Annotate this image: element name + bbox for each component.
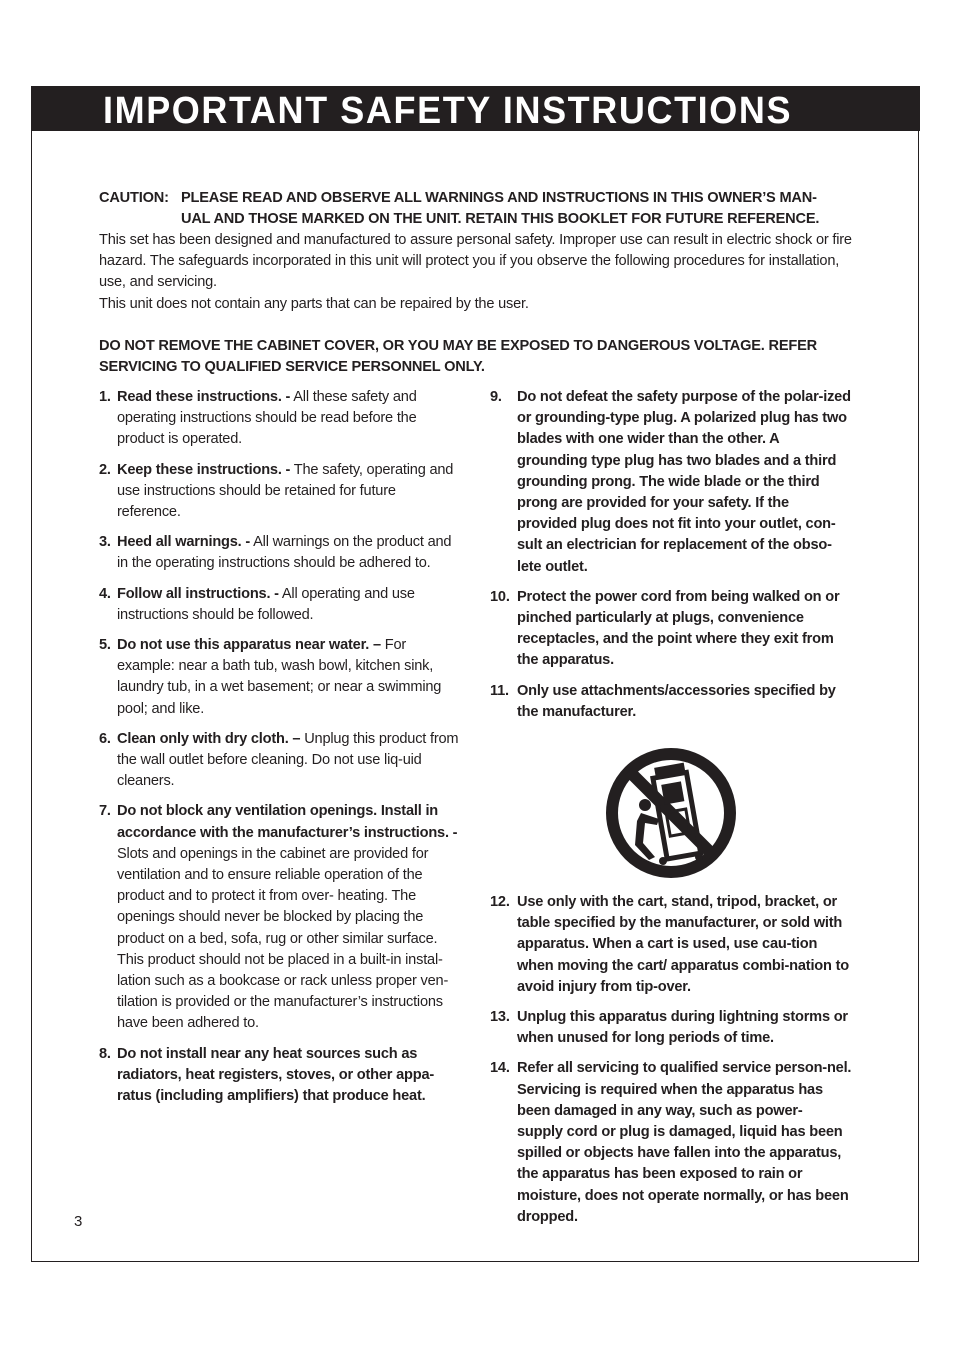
instruction-item: 9. Do not defeat the safety purpose of the polar-ized or grounding-type plug. A polarized plug has two blades with one wider than the other. A grounding type plug has two blades and a third grounding prong. The wide blade or the third prong are provided for your safety. If the provided plug does not fit into your outlet, con-sult an electrician for replacement of the obso-lete outlet. (490, 389, 851, 575)
instruction-item: 7. Do not block any ventilation openings. Install in accordance with the manufacturer’s instructions. - Slots and openings in the cabinet are provided for ventilation and to ensure reliable operation of the product and to protect it from over- heating. The openings should never be blocked by placing the product on a bed, sofa, rug or other similar surface. This product should not be placed in a built-in instal-lation such as a bookcase or rack unless proper ven-tilation is provided or the manufacturer’s instructions have been adhered to. (99, 803, 458, 1032)
cart-tip-over-warning-icon (605, 747, 737, 879)
instruction-item: 1. Read these instructions. - All these safety and operating instructions should be read before the product is operated. (99, 389, 417, 448)
caution-text-line2: UAL AND THOSE MARKED ON THE UNIT. RETAIN THIS BOOKLET FOR FUTURE REFERENCE. (181, 211, 820, 228)
instruction-item: 2. Keep these instructions. - The safety, operating and use instructions should be retained for future reference. (99, 461, 454, 521)
intro-paragraph (99, 230, 859, 315)
caution-label: CAUTION: (99, 190, 169, 206)
instruction-item: 13. Unplug this apparatus during lightning storms or when unused for long periods of time. (490, 1009, 848, 1047)
intro-text: This set has been designed and manufactured to assure personal safety. Improper use can result in electric shock or fire hazard. The safeguards incorporated in this unit will protect you if you observe the following procedures for installation, use, and servicing. (99, 232, 852, 291)
instruction-item: 6. Clean only with dry cloth. – Unplug this product from the wall outlet before cleaning. Do not use liq-uid cleaners. (99, 730, 459, 790)
instruction-item: 10. Protect the power cord from being walked on or pinched particularly at plugs, convenience receptacles, and the point where they exit from the apparatus. (490, 588, 840, 669)
voltage-warning: DO NOT REMOVE THE CABINET COVER, OR YOU MAY BE EXPOSED TO DANGEROUS VOLTAGE. REFER SERVICING TO QUALIFIED SERVICE PERSONNEL ONLY. (99, 338, 817, 376)
instruction-item: 14. Refer all servicing to qualified service person-nel. Servicing is required when the apparatus has been damaged in any way, such as power- supply cord or plug is damaged, liquid has been spilled or objects have fallen into the apparatus, the apparatus has been exposed to rain or moisture, does not operate normally, or has been dropped. (490, 1060, 852, 1225)
instructions-right-column-bottom (490, 892, 852, 1237)
page-number: 3 (74, 1213, 83, 1230)
instruction-item: 3. Heed all warnings. - All warnings on the product and in the operating instructions should be adhered to. (99, 534, 452, 572)
instruction-item: 12. Use only with the cart, stand, tripod, bracket, or table specified by the manufacturer, or sold with apparatus. When a cart is used, use cau-tion when moving the cart/ apparatus combi-nation to avoid injury from tip-over. (490, 894, 849, 995)
caution-block (99, 188, 859, 230)
instruction-item: 5. Do not use this apparatus near water. – For example: near a bath tub, wash bowl, kitchen sink, laundry tub, in a wet basement; or near a swimming pool; and like. (99, 637, 442, 717)
instruction-item: 4. Follow all instructions. - All operating and use instructions should be followed. (99, 585, 415, 623)
instructions-left-column (99, 387, 459, 1116)
caution-text-line1: PLEASE READ AND OBSERVE ALL WARNINGS AND INSTRUCTIONS IN THIS OWNER’S MAN- (181, 190, 817, 206)
no-user-parts-text: This unit does not contain any parts that can be repaired by the user. (99, 295, 529, 312)
page-title: IMPORTANT SAFETY INSTRUCTIONS (103, 88, 793, 132)
instruction-item: 8. Do not install near any heat sources such as radiators, heat registers, stoves, or other appa-ratus (including amplifiers) that produce heat. (99, 1045, 435, 1105)
instruction-item: 11. Only use attachments/accessories specified by the manufacturer. (490, 682, 836, 720)
instructions-right-column-top (490, 387, 852, 732)
